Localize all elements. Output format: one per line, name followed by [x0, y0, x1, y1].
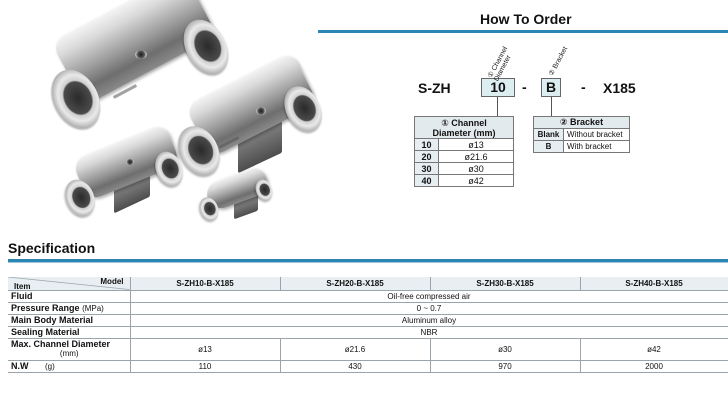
product-photo	[0, 0, 330, 235]
table-row: 10 ø13	[415, 139, 514, 151]
leader-diameter	[497, 97, 498, 116]
order-code-bracket-box: B	[541, 78, 561, 97]
order-code-prefix: S-ZH	[418, 80, 451, 96]
ejector-bracket-right	[178, 85, 323, 175]
spec-row-fluid: Fluid Oil-free compressed air	[8, 290, 728, 302]
bracket-header: ② Bracket	[534, 117, 630, 129]
ejector-medium	[62, 145, 187, 220]
channel-diameter-table	[414, 116, 514, 187]
spec-row-body-material: Main Body Material Aluminum alloy	[8, 314, 728, 326]
spec-row-weight: N.W (g) 110 430 970 2000	[8, 360, 728, 372]
ejector-small	[198, 175, 278, 225]
item-model-header: Model Item	[8, 277, 130, 290]
callout-channel-diameter: ① Channel Diameter	[487, 45, 513, 83]
model-header-2: S-ZH20-B-X185	[280, 277, 430, 290]
model-header-3: S-ZH30-B-X185	[430, 277, 580, 290]
bracket-table	[533, 116, 630, 153]
specification-title: Specification	[8, 240, 96, 256]
order-code-suffix: X185	[603, 80, 636, 96]
spec-row-max-diameter: Max. Channel Diameter (mm) ø13 ø21.6 ø30 ø42	[8, 338, 728, 360]
model-header-4: S-ZH40-B-X185	[580, 277, 728, 290]
table-row: 20 ø21.6	[415, 151, 514, 163]
how-to-order-title: How To Order	[480, 11, 572, 27]
specification-subrule	[8, 262, 728, 263]
order-code-diameter-box: 10	[481, 78, 515, 97]
model-header-1: S-ZH10-B-X185	[130, 277, 280, 290]
callout-bracket: ② Bracket	[548, 45, 570, 78]
table-row: Blank Without bracket	[534, 129, 630, 141]
table-row: 30 ø30	[415, 163, 514, 175]
table-row: 40 ø42	[415, 175, 514, 187]
order-code-separator-2: -	[581, 79, 586, 95]
order-code-separator-1: -	[522, 79, 527, 95]
table-row: B With bracket	[534, 141, 630, 153]
specification-table	[8, 277, 728, 373]
leader-bracket	[551, 97, 552, 116]
spec-row-pressure: Pressure Range (MPa) 0 ~ 0.7	[8, 302, 728, 314]
spec-row-sealing-material: Sealing Material NBR	[8, 326, 728, 338]
channel-diameter-header: ① Channel Diameter (mm)	[415, 117, 514, 139]
